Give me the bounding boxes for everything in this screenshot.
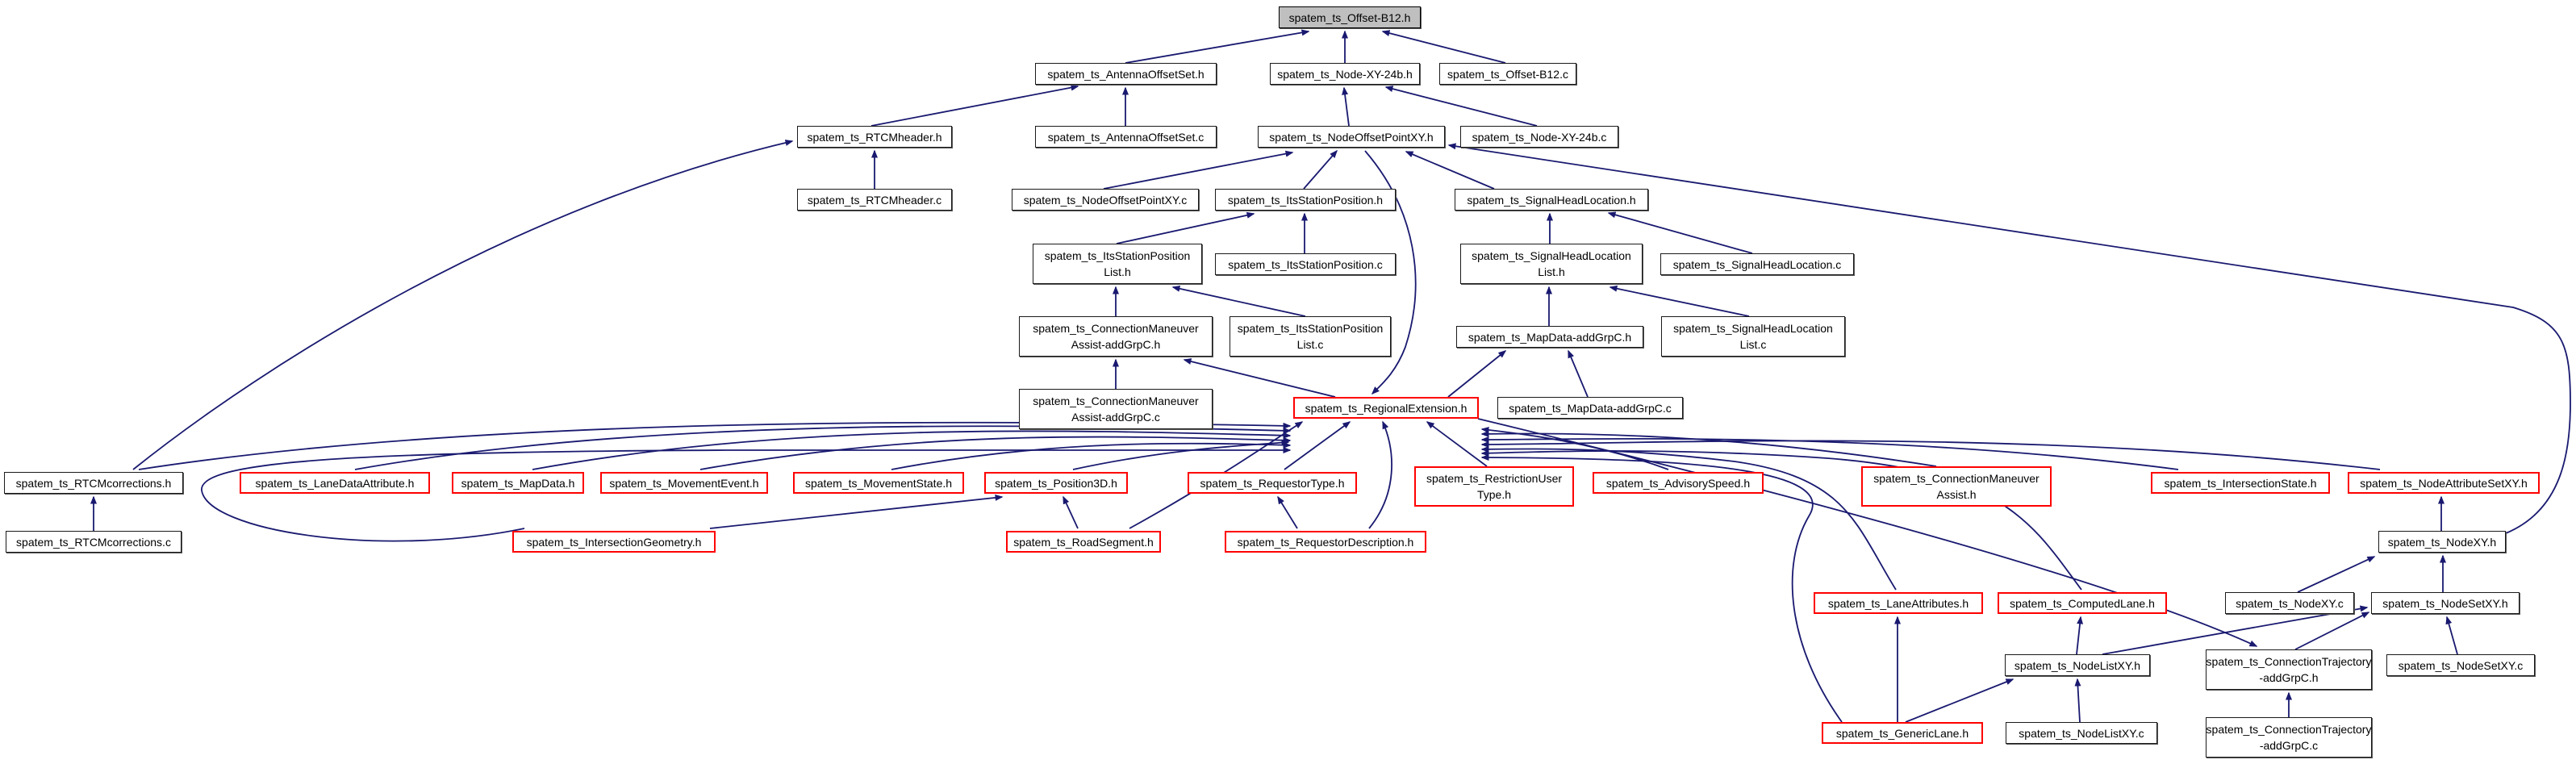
node-label: spatem_ts_RTCMcorrections.h	[15, 476, 172, 490]
node-label: spatem_ts_RTCMheader.h	[807, 130, 942, 144]
node-label: spatem_ts_ConnectionManeuver	[1873, 472, 2040, 485]
node-spatem-ts-signalheadlocation-h[interactable]	[1455, 189, 1648, 211]
node-label: spatem_ts_RTCMheader.c	[807, 193, 942, 207]
node-spatem-ts-node-xy-24b-h[interactable]	[1270, 63, 1420, 85]
node-spatem-ts-regionalextension-h[interactable]	[1293, 397, 1479, 419]
node-label: spatem_ts_ConnectionTrajectory	[2206, 723, 2372, 736]
node-spatem-ts-advisoryspeed-h[interactable]	[1593, 472, 1764, 494]
node-label: spatem_ts_LaneAttributes.h	[1827, 596, 1969, 610]
node-label: spatem_ts_NodeListXY.h	[2014, 658, 2141, 672]
node-spatem-ts-connectiontrajectory-addgrpc-h[interactable]	[2206, 649, 2372, 690]
node-spatem-ts-offset-b12-h[interactable]	[1279, 6, 1421, 28]
node-label: spatem_ts_GenericLane.h	[1835, 726, 1969, 740]
node-spatem-ts-itsstationpositionlist-h[interactable]	[1033, 244, 1202, 284]
node-spatem-ts-nodeattributesetxy-h[interactable]	[2348, 472, 2540, 494]
node-label: spatem_ts_ComputedLane.h	[2010, 596, 2155, 610]
node-label: spatem_ts_ConnectionManeuver	[1033, 395, 1199, 407]
node-label: spatem_ts_AdvisorySpeed.h	[1605, 476, 1751, 490]
node-spatem-ts-restrictionusertype-h[interactable]	[1414, 466, 1574, 507]
node-spatem-ts-rtcmheader-h[interactable]	[797, 126, 952, 148]
node-spatem-ts-connectiontrajectory-addgrpc-c[interactable]	[2206, 717, 2372, 758]
node-spatem-ts-intersectionstate-h[interactable]	[2151, 472, 2330, 494]
node-label: spatem_ts_Node-XY-24b.h	[1277, 67, 1413, 81]
node-spatem-ts-lanedataattribute-h[interactable]	[240, 472, 430, 494]
node-label: spatem_ts_MovementState.h	[804, 476, 953, 490]
node-spatem-ts-mapdata-addgrpc-c[interactable]	[1497, 397, 1683, 419]
node-label: List.c	[1739, 338, 1767, 351]
node-spatem-ts-roadsegment-h[interactable]	[1006, 531, 1161, 553]
node-spatem-ts-nodelistxy-h[interactable]	[2005, 654, 2150, 676]
node-label: spatem_ts_ConnectionTrajectory	[2206, 655, 2372, 668]
node-spatem-ts-signalheadlocationlist-h[interactable]	[1460, 244, 1643, 284]
node-label: List.h	[1104, 265, 1131, 278]
node-spatem-ts-itsstationpositionlist-c[interactable]	[1230, 316, 1391, 357]
node-spatem-ts-nodexy-h[interactable]	[2378, 531, 2506, 553]
node-label: spatem_ts_ConnectionManeuver	[1033, 322, 1199, 335]
node-label: spatem_ts_NodeXY.c	[2236, 596, 2344, 610]
node-spatem-ts-nodelistxy-c[interactable]	[2006, 722, 2157, 744]
node-label: spatem_ts_NodeSetXY.c	[2398, 658, 2524, 672]
node-label: spatem_ts_ItsStationPosition	[1237, 322, 1384, 335]
node-spatem-ts-requestortype-h[interactable]	[1188, 472, 1357, 494]
node-label: spatem_ts_SignalHeadLocation	[1472, 249, 1631, 262]
node-label: List.h	[1538, 265, 1565, 278]
node-label: spatem_ts_SignalHeadLocation.h	[1467, 193, 1636, 207]
node-label: spatem_ts_Position3D.h	[995, 476, 1117, 490]
node-spatem-ts-connectionmaneuverassist-addgrpc-c[interactable]	[1019, 389, 1213, 429]
node-label: spatem_ts_NodeOffsetPointXY.c	[1023, 193, 1188, 207]
node-label: spatem_ts_RTCMcorrections.c	[16, 535, 171, 549]
node-label: spatem_ts_RestrictionUser	[1426, 472, 1563, 485]
node-spatem-ts-nodeoffsetpointxy-c[interactable]	[1012, 189, 1199, 211]
node-label: Assist-addGrpC.h	[1071, 338, 1161, 351]
node-label: spatem_ts_LaneDataAttribute.h	[255, 476, 415, 490]
node-spatem-ts-movementstate-h[interactable]	[793, 472, 964, 494]
node-label: spatem_ts_MovementEvent.h	[609, 476, 759, 490]
node-label: -addGrpC.c	[2259, 739, 2319, 752]
node-label: Assist.h	[1936, 488, 1977, 501]
node-spatem-ts-laneattributes-h[interactable]	[1814, 592, 1983, 614]
node-label: spatem_ts_NodeOffsetPointXY.h	[1269, 130, 1434, 144]
node-label: Assist-addGrpC.c	[1071, 411, 1160, 424]
node-spatem-ts-signalheadlocationlist-c[interactable]	[1661, 316, 1845, 357]
node-spatem-ts-offset-b12-c[interactable]	[1439, 63, 1576, 85]
node-spatem-ts-nodexy-c[interactable]	[2225, 592, 2354, 614]
node-label: spatem_ts_NodeListXY.c	[2019, 726, 2144, 740]
node-label: spatem_ts_RegionalExtension.h	[1305, 401, 1468, 415]
node-label: spatem_ts_RequestorDescription.h	[1237, 535, 1414, 549]
node-spatem-ts-node-xy-24b-c[interactable]	[1460, 126, 1618, 148]
node-label: spatem_ts_SignalHeadLocation.c	[1672, 257, 1842, 271]
node-spatem-ts-mapdata-h[interactable]	[452, 472, 584, 494]
node-label: spatem_ts_Node-XY-24b.c	[1472, 130, 1607, 144]
node-label: spatem_ts_Offset-B12.h	[1288, 10, 1411, 24]
node-spatem-ts-position3d-h[interactable]	[984, 472, 1128, 494]
node-label: spatem_ts_RequestorType.h	[1200, 476, 1345, 490]
node-label: -addGrpC.h	[2259, 671, 2319, 684]
node-spatem-ts-itsstationposition-h[interactable]	[1215, 189, 1396, 211]
node-spatem-ts-antennaoffsetset-h[interactable]	[1035, 63, 1217, 85]
node-spatem-ts-computedlane-h[interactable]	[1998, 592, 2167, 614]
node-label: spatem_ts_MapData-addGrpC.c	[1509, 401, 1672, 415]
node-label: spatem_ts_NodeSetXY.h	[2382, 596, 2508, 610]
node-label: spatem_ts_RoadSegment.h	[1013, 535, 1154, 549]
node-label: spatem_ts_IntersectionGeometry.h	[526, 535, 702, 549]
node-spatem-ts-requestordescription-h[interactable]	[1225, 531, 1426, 553]
node-label: spatem_ts_NodeXY.h	[2387, 535, 2497, 549]
node-spatem-ts-itsstationposition-c[interactable]	[1215, 253, 1396, 275]
node-label: spatem_ts_ItsStationPosition.c	[1228, 257, 1383, 271]
node-spatem-ts-movementevent-h[interactable]	[600, 472, 768, 494]
node-label: spatem_ts_Offset-B12.c	[1447, 67, 1568, 81]
node-spatem-ts-connectionmaneuverassist-h[interactable]	[1861, 466, 2052, 507]
node-label: spatem_ts_AntennaOffsetSet.h	[1047, 67, 1204, 81]
node-label: spatem_ts_MapData.h	[461, 476, 575, 490]
node-spatem-ts-rtcmcorrections-c[interactable]	[6, 531, 182, 553]
node-spatem-ts-intersectiongeometry-h[interactable]	[512, 531, 716, 553]
node-spatem-ts-genericlane-h[interactable]	[1822, 722, 1983, 744]
node-label: spatem_ts_MapData-addGrpC.h	[1468, 330, 1632, 344]
node-label: List.c	[1296, 338, 1324, 351]
node-spatem-ts-antennaoffsetset-c[interactable]	[1035, 126, 1217, 148]
node-spatem-ts-rtcmcorrections-h[interactable]	[4, 472, 183, 494]
node-spatem-ts-rtcmheader-c[interactable]	[797, 189, 952, 211]
node-spatem-ts-connectionmaneuverassist-addgrpc-h[interactable]	[1019, 316, 1213, 357]
node-label: spatem_ts_IntersectionState.h	[2164, 476, 2317, 490]
node-spatem-ts-mapdata-addgrpc-h[interactable]	[1456, 326, 1643, 348]
node-label: spatem_ts_NodeAttributeSetXY.h	[2360, 476, 2528, 490]
node-spatem-ts-nodeoffsetpointxy-h[interactable]	[1258, 126, 1445, 148]
node-label: Type.h	[1476, 488, 1512, 501]
node-label: spatem_ts_SignalHeadLocation	[1673, 322, 1833, 335]
node-spatem-ts-nodesetxy-c[interactable]	[2386, 654, 2535, 676]
node-spatem-ts-signalheadlocation-c[interactable]	[1660, 253, 1854, 275]
node-label: spatem_ts_ItsStationPosition.h	[1227, 193, 1384, 207]
node-label: spatem_ts_ItsStationPosition	[1044, 249, 1191, 262]
node-spatem-ts-nodesetxy-h[interactable]	[2371, 592, 2520, 614]
node-label: spatem_ts_AntennaOffsetSet.c	[1047, 130, 1204, 144]
